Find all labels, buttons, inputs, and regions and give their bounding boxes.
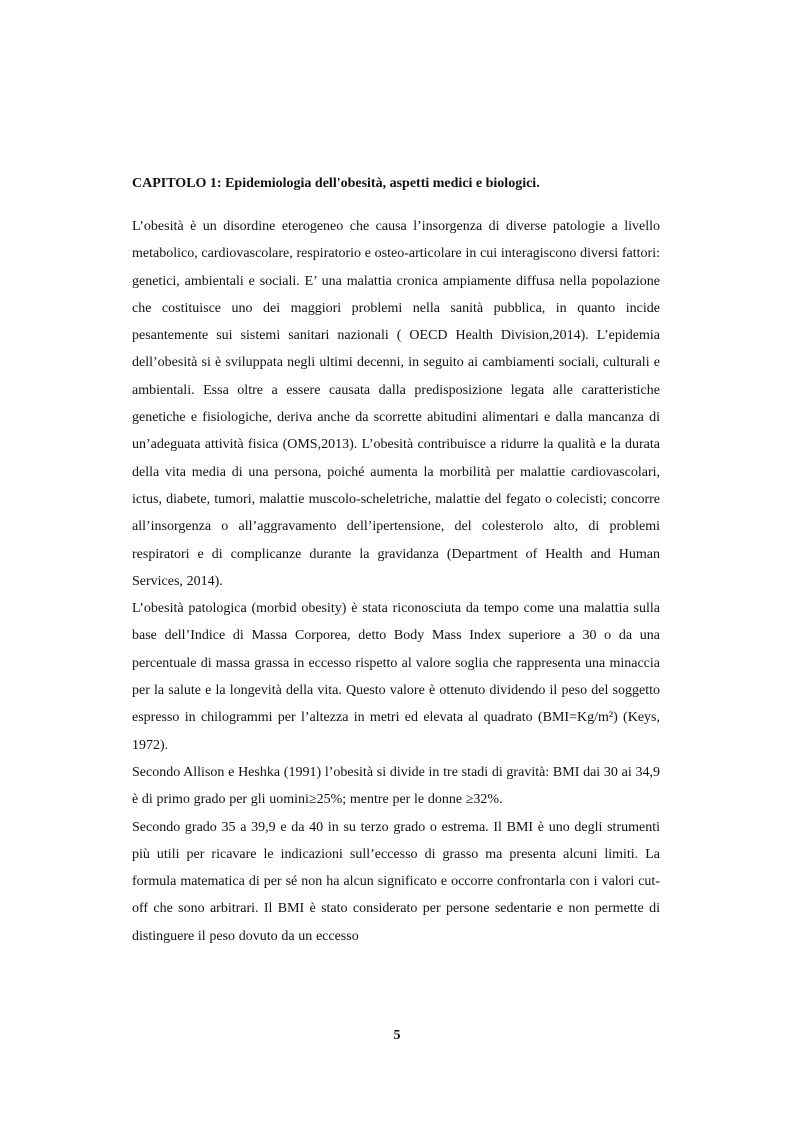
page-number: 5 bbox=[393, 1028, 401, 1043]
paragraph: L’obesità patologica (morbid obesity) è stata riconosciuta da tempo come una malattia sulla base dell’Indice di Massa Corporea, detto Body Mass Index superiore a 30 o da una percentuale di massa grassa in eccesso rispetto al valore soglia che rappresenta una minaccia per la salute e la longevità della vita. Questo valore è ottenuto dividendo il peso del soggetto espresso in chilogrammi per l’altezza in metri ed elevata al quadrato (BMI=Kg/m²) (Keys, 1972). bbox=[132, 601, 660, 753]
paragraph: Secondo Allison e Heshka (1991) l’obesità si divide in tre stadi di gravità: BMI dai 30 ai 34,9 è di primo grado per gli uomini≥25%; mentre per le donne ≥32%. bbox=[132, 764, 660, 808]
page-body bbox=[132, 174, 660, 950]
chapter-heading: CAPITOLO 1: Epidemiologia dell'obesità, aspetti medici e biologici. bbox=[132, 176, 540, 191]
paragraph: Secondo grado 35 a 39,9 e da 40 in su terzo grado o estrema. Il BMI è uno degli strumenti più utili per ricavare le indicazioni sull’eccesso di grasso ma presenta alcuni limiti. La formula matematica di per sé non ha alcun significato e occorre confrontarla con i valori cut-off che sono arbitrari. Il BMI è stato considerato per persone sedentarie e non permette di distinguere il peso dovuto da un eccesso bbox=[132, 819, 660, 944]
paragraph: L’obesità è un disordine eterogeneo che causa l’insorgenza di diverse patologie a livello metabolico, cardiovascolare, respiratorio e osteo-articolare in cui interagiscono diversi fattori: genetici, ambientali e sociali. E’ una malattia cronica ampiamente diffusa nella popolazione che costituisce uno dei maggiori problemi nella sanità pubblica, in quanto incide pesantemente sui sistemi sanitari nazionali ( OECD Health Division,2014). L’epidemia dell’obesità si è sviluppata negli ultimi decenni, in seguito ai cambiamenti sociali, culturali e ambientali. Essa oltre a essere causata dalla predisposizione legata alle caratteristiche genetiche e fisiologiche, deriva anche da scorrette abitudini alimentari e dalla mancanza di un’adeguata attività fisica (OMS,2013). L’obesità contribuisce a ridurre la qualità e la durata della vita media di una persona, poiché aumenta la morbilità per malattie cardiovascolari, ictus, diabete, tumori, malattie muscolo-scheletriche, malattie del fegato o colecisti; concorre all’insorgenza o all’aggravamento dell’ipertensione, del colesterolo alto, di problemi respiratori e di complicanze durante la gravidanza (Department of Health and Human Services, 2014). bbox=[132, 219, 660, 589]
